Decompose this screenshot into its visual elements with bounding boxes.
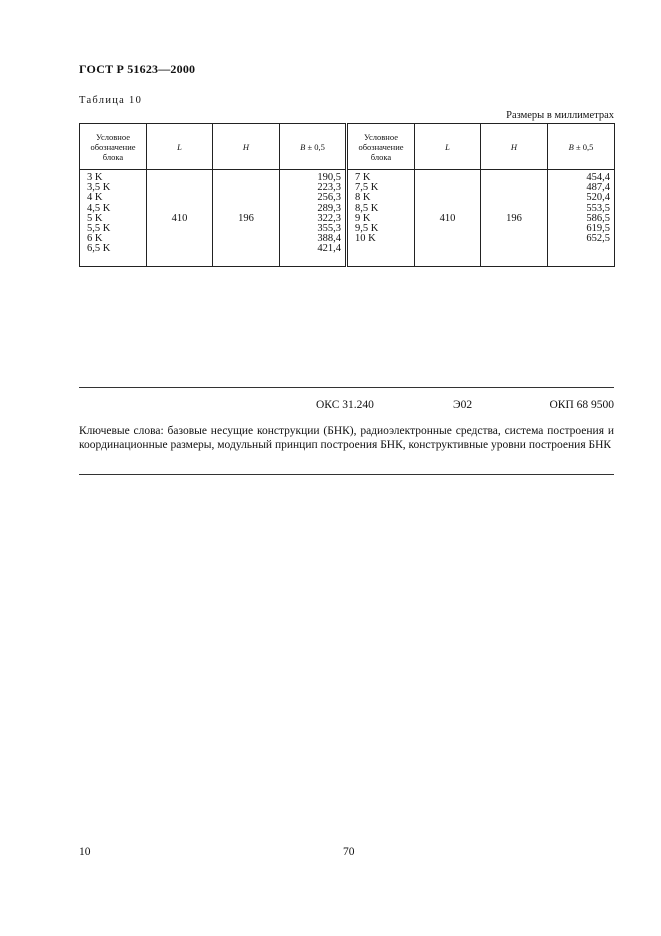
designation-value: 7,5 K bbox=[355, 182, 379, 194]
designation-value: 5,5 K bbox=[87, 223, 111, 235]
designation-value: 8,5 K bbox=[355, 202, 379, 214]
b-value: 355,3 bbox=[317, 223, 341, 235]
header-b-symbol: B bbox=[300, 141, 306, 152]
header-designation bbox=[347, 124, 415, 170]
designations-cell-right bbox=[347, 170, 415, 267]
designation-value: 10 K bbox=[355, 233, 376, 245]
header-designation-line: обозначение bbox=[90, 141, 136, 152]
table-header-row bbox=[80, 124, 615, 170]
header-h: H bbox=[213, 124, 280, 170]
designation-value: 9,5 K bbox=[355, 223, 379, 235]
b-value: 619,5 bbox=[586, 223, 610, 235]
designation-value: 4 K bbox=[87, 192, 103, 204]
designation-value: 8 K bbox=[355, 192, 371, 204]
header-designation-line: Условное bbox=[96, 131, 130, 142]
designation-value: 5 K bbox=[87, 212, 103, 224]
designation-value: 3 K bbox=[87, 172, 103, 183]
header-b bbox=[548, 124, 615, 170]
l-value-left: 410 bbox=[147, 170, 213, 267]
b-values-cell-right bbox=[548, 170, 615, 267]
designation-value: 4,5 K bbox=[87, 202, 111, 214]
header-h: H bbox=[481, 124, 548, 170]
header-designation bbox=[80, 124, 147, 170]
b-value: 520,4 bbox=[586, 192, 610, 204]
b-value: 289,3 bbox=[317, 202, 341, 214]
divider-bottom bbox=[79, 474, 614, 475]
designation-value: 3,5 K bbox=[87, 182, 111, 194]
b-value: 256,3 bbox=[317, 192, 341, 204]
designations-cell-left bbox=[80, 170, 147, 267]
b-value: 487,4 bbox=[586, 182, 610, 194]
header-designation-line: обозначение bbox=[358, 141, 404, 152]
e-code: Э02 bbox=[453, 399, 473, 411]
b-value: 586,5 bbox=[586, 212, 610, 224]
b-value: 553,5 bbox=[586, 202, 610, 214]
document-title: ГОСТ Р 51623—2000 bbox=[79, 62, 196, 76]
okp-code: ОКП 68 9500 bbox=[549, 399, 614, 411]
designation-value: 9 K bbox=[355, 212, 371, 224]
header-designation-line: блока bbox=[370, 151, 392, 162]
h-value-right: 196 bbox=[481, 170, 548, 267]
b-value: 421,4 bbox=[317, 243, 341, 255]
b-value: 652,5 bbox=[586, 233, 610, 245]
oks-code: ОКС 31.240 bbox=[316, 399, 374, 411]
b-value: 454,4 bbox=[586, 172, 610, 183]
page-number-center: 70 bbox=[343, 846, 355, 858]
dimensions-table bbox=[79, 123, 615, 267]
keywords-paragraph: Ключевые слова: базовые несущие конструкции (БНК), радиоэлектронные средства, система построения и координационные размеры, модульный принцип построения БНК, конструктивные уровни построения БНК bbox=[79, 425, 614, 451]
header-designation-line: блока bbox=[102, 151, 124, 162]
b-value: 190,5 bbox=[317, 172, 341, 183]
designation-value: 7 K bbox=[355, 172, 371, 183]
table-body-row bbox=[80, 170, 615, 267]
header-b-symbol: B bbox=[568, 141, 574, 152]
b-value: 223,3 bbox=[317, 182, 341, 194]
b-value: 388,4 bbox=[317, 233, 341, 245]
header-designation-line: Условное bbox=[364, 131, 398, 142]
header-b bbox=[280, 124, 347, 170]
page-number-left: 10 bbox=[79, 846, 91, 858]
units-note: Размеры в миллиметрах bbox=[506, 110, 614, 121]
designation-value: 6,5 K bbox=[87, 243, 111, 255]
header-b-tolerance: ± 0,5 bbox=[575, 141, 594, 152]
header-l: L bbox=[415, 124, 481, 170]
header-l: L bbox=[147, 124, 213, 170]
b-values-cell-left bbox=[280, 170, 347, 267]
table-caption: Таблица 10 bbox=[79, 95, 143, 106]
header-b-tolerance: ± 0,5 bbox=[307, 141, 325, 152]
b-value: 322,3 bbox=[317, 212, 341, 224]
h-value-left: 196 bbox=[213, 170, 280, 267]
divider-top bbox=[79, 387, 614, 388]
l-value-right: 410 bbox=[415, 170, 481, 267]
designation-value: 6 K bbox=[87, 233, 103, 245]
